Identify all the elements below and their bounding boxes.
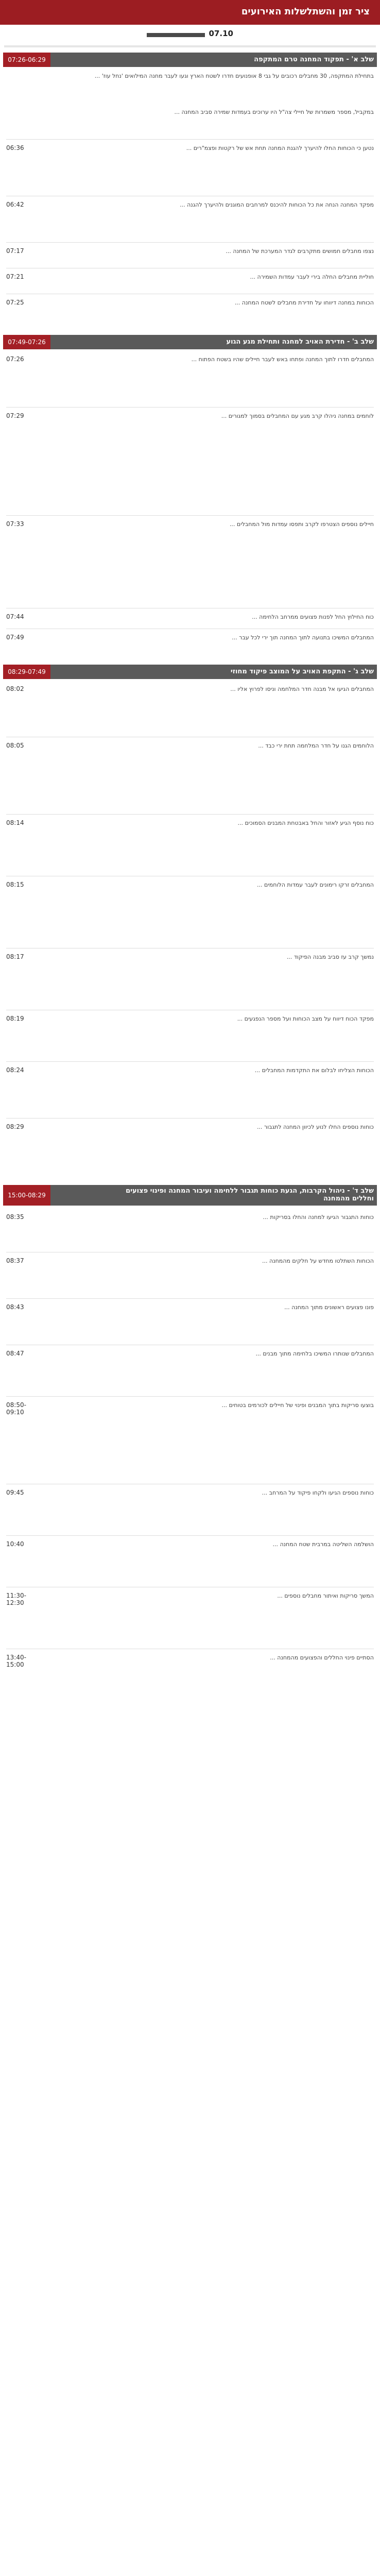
entry-text: מפקד הכוח דיווח על מצב הכוחות ועל מספר הנפגעים ... <box>237 1015 374 1022</box>
section-time-badge: 07:26-06:29 <box>3 53 50 67</box>
entry-time: 06:36 <box>6 144 24 151</box>
entry-text: לוחמים במחנה ניהלו קרב מגע עם המחבלים בסמוך למגורים ... <box>221 413 374 419</box>
entry-time: 08:50-09:10 <box>6 1401 26 1416</box>
entry-time: 08:02 <box>6 685 24 692</box>
separator <box>6 139 374 140</box>
entry-time: 08:29 <box>6 1123 24 1130</box>
entry-time: 07:33 <box>6 520 24 528</box>
entry-time: 07:26 <box>6 355 24 363</box>
section-title: שלב א' - תפקוד המחנה טרם המתקפה <box>254 56 374 63</box>
entry-text: הכוחות במחנה דיווחו על חדירת מחבלים לשטח המחנה ... <box>234 299 374 306</box>
date-line <box>147 33 205 37</box>
section-1-header <box>3 53 377 67</box>
top-divider <box>4 45 376 47</box>
separator <box>6 1535 374 1536</box>
entry-time: 08:35 <box>6 1213 24 1221</box>
separator <box>6 1396 374 1397</box>
entry-time: 07:49 <box>6 634 24 641</box>
entry-time: 08:19 <box>6 1015 24 1022</box>
separator <box>6 814 374 815</box>
entry-text: חיילים נוספים הצטרפו לקרב ותפסו עמדות מול המחבלים ... <box>229 521 374 528</box>
entry-text: בתחילת המתקפה, 30 מחבלים רכובים על גבי 8 אופנועים חדרו לשטח הארץ וגעו לעבר מחנה המילואים 'נחל עוז' ... <box>94 73 374 79</box>
entry-text: נטען כי הכוחות החלו להיערך להגנת המחנה תחת אש של רקטות ופצמ"רים ... <box>186 145 374 151</box>
entry-text: הושלמה השליטה במרבית שטח המחנה ... <box>272 1541 374 1548</box>
entry-text: כוחות נוספים החלו לנוע לכיוון המחנה לתגבור ... <box>256 1124 374 1130</box>
section-time-badge: 07:49-07:26 <box>3 335 50 349</box>
entry-time: 08:43 <box>6 1303 24 1311</box>
entry-text: כוח נוסף הגיע לאזור והחל באבטחת המבנים הסמוכים ... <box>237 820 374 826</box>
entry-text: המשך סריקות ואיתור מחבלים נוספים ... <box>277 1592 374 1599</box>
section-time-badge: 08:29-07:49 <box>3 665 50 679</box>
entry-text: הסתיים פינוי החללים והפצועים מהמחנה ... <box>270 1654 374 1661</box>
entry-text: הכוחות הצליחו לבלום את התקדמות המחבלים ... <box>254 1067 374 1074</box>
entry-text: המחבלים זרקו רימונים לעבר עמדות הלוחמים ... <box>257 882 374 888</box>
separator <box>6 407 374 408</box>
separator <box>6 1298 374 1299</box>
entry-time: 08:37 <box>6 1257 24 1264</box>
entry-text: המחבלים המשיכו בתנועה לתוך המחנה תוך ירי לכל עבר ... <box>232 634 374 641</box>
entry-time: 08:15 <box>6 881 24 888</box>
entry-text: הלוחמים הגנו על חדר המלחמה תחת ירי כבד ... <box>258 742 374 749</box>
page-title: ציר זמן והשתלשלות האירועים <box>241 6 370 17</box>
entry-time: 08:47 <box>6 1350 24 1357</box>
entry-time: 06:42 <box>6 201 24 208</box>
section-2-header <box>3 335 377 349</box>
entry-text: כוח החילוץ החל לפנות פצועים ממרחב הלחימה ... <box>252 614 374 620</box>
entry-text: בוצעו סריקות בתוך המבנים ופינוי של חיילים לכורמים בטוחים ... <box>221 1402 374 1409</box>
entry-time: 08:17 <box>6 953 24 960</box>
entry-text: המחבלים חדרו לתוך המחנה ופתחו באש לעבר חיילים שהיו בשטח הפתוח ... <box>191 356 374 363</box>
entry-text: פונו פצועים ראשונים מתוך המחנה ... <box>284 1304 374 1311</box>
entry-text: מפקד המחנה הנחה את כל הכוחות להיכנס למרחבים המוגנים ולהיערך להגנה ... <box>180 201 374 208</box>
entry-text: כוחות התגבור הגיעו למחנה והחלו בסריקות ... <box>263 1214 374 1221</box>
entry-time: 07:25 <box>6 299 24 306</box>
entry-text: נמשך קרב עז סביב מבנה הפיקוד ... <box>286 954 374 960</box>
entry-text: המחבלים הגיעו אל מבנה חדר המלחמה וניסו לפרוץ אליו ... <box>230 686 374 692</box>
section-3-header <box>3 665 377 679</box>
section-4-header <box>3 1185 377 1206</box>
entry-time: 10:40 <box>6 1540 24 1548</box>
entry-time: 08:14 <box>6 819 24 826</box>
entry-time: 07:29 <box>6 412 24 419</box>
entry-time: 07:17 <box>6 247 24 255</box>
entry-time: 13:40-15:00 <box>6 1654 26 1668</box>
entry-text: המחבלים שנותרו המשיכו בלחימה מתוך מבנים ... <box>255 1350 374 1357</box>
entry-text: הכוחות השתלטו מחדש על חלקים מהמחנה ... <box>262 1258 374 1264</box>
separator <box>6 242 374 243</box>
entry-time: 09:45 <box>6 1489 24 1496</box>
entry-text: במקביל, מספר משמרות של חיילי צה"ל היו ערוכים בעמדות שמירה סביב המחנה ... <box>174 109 374 115</box>
entry-time: 07:21 <box>6 273 24 280</box>
section-title: שלב ד' - ניהול הקרבות, הגעת כוחות תגבור ללחימה ועיבור המחנה ופינוי פצועים וחללים מהמחנה <box>126 1187 374 1202</box>
header-bar <box>0 0 380 25</box>
separator <box>6 1061 374 1062</box>
entry-time: 07:44 <box>6 613 24 620</box>
entry-time: 11:30-12:30 <box>6 1592 26 1606</box>
separator <box>6 515 374 516</box>
section-time-badge: 15:00-08:29 <box>3 1185 50 1206</box>
section-title: שלב ג' - התקפת האויב על המוצב פיקוד מחוזי <box>230 668 374 675</box>
entry-text: חוליית מחבלים החלה בירי לעבר עמדות השמירה ... <box>250 274 374 280</box>
date-label: 07.10 <box>209 29 233 38</box>
entry-text: כוחות נוספים הגיעו ולקחו פיקוד על המרחב ... <box>262 1489 374 1496</box>
entry-time: 08:24 <box>6 1066 24 1074</box>
section-title: שלב ב' - חדירת האויב למחנה ותחילת מגע הגוע <box>226 338 374 346</box>
entry-time: 08:05 <box>6 742 24 749</box>
entry-text: נצפו מחבלים חמושים מתקרבים לגדר המערכת של המחנה ... <box>226 248 374 255</box>
